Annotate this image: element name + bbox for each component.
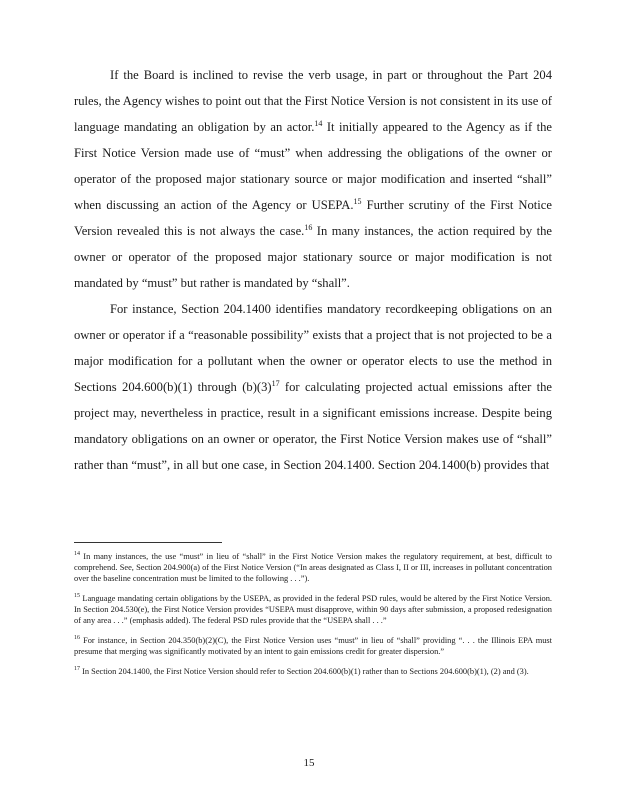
footnote-16 bbox=[74, 635, 552, 657]
footnote-text: In Section 204.1400, the First Notice Version should refer to Section 204.600(b)(1) rather than to Sections 204.600(b)(1), (2) and (3). bbox=[80, 667, 529, 676]
text-run: Further scrutiny of the First Notice Version revealed this is not always the case. bbox=[74, 198, 552, 238]
footnote-ref[interactable]: 17 bbox=[271, 378, 280, 388]
footnotes bbox=[74, 551, 552, 686]
text-run: for calculating projected actual emissions after the project may, nevertheless in practice, result in a significant emissions increase. Despite being mandatory obligations on an owner or operator, the First Notice Version makes use of “shall” rather than “must”, in all but one case, in Section 204.1400. Section 204.1400(b) provides that bbox=[74, 380, 552, 472]
body-text bbox=[74, 62, 552, 478]
footnote-ref[interactable]: 15 bbox=[353, 196, 362, 206]
text-run: It initially appeared to the Agency as if the First Notice Version made use of “must” when addressing the obligations of the owner or operator of the proposed major stationary source or major modification and inserted “shall” when discussing an action of the Agency or USEPA. bbox=[74, 120, 552, 212]
text-run: In many instances, the action required by the owner or operator of the proposed major stationary source or major modification is not mandated by “must” but rather is mandated by “shall”. bbox=[74, 224, 553, 290]
paragraph-text bbox=[74, 296, 552, 478]
footnote-number: 16 bbox=[74, 635, 80, 642]
footnote-divider bbox=[74, 542, 222, 543]
paragraph-text bbox=[74, 62, 552, 296]
footnote-number: 15 bbox=[74, 593, 80, 600]
footnote-text: In many instances, the use “must” in lieu of “shall” in the First Notice Version makes the regulatory requirement, at best, difficult to comprehend. See, Section 204.900(a) of the First Notice Version (“In areas designated as Class I, II or III, increases in pollutant concentration over the baseline concentration must be limited to the following . . .”). bbox=[74, 552, 552, 583]
footnote-15 bbox=[74, 593, 552, 626]
text-run: If the Board is inclined to revise the verb usage, in part or throughout the Part 204 rules, the Agency wishes to point out that the First Notice Version is not consistent in its use of language mandating an obligation by an actor. bbox=[74, 68, 552, 134]
footnote-17 bbox=[74, 666, 552, 677]
footnote-ref[interactable]: 14 bbox=[314, 118, 323, 128]
paragraph-2 bbox=[74, 296, 552, 478]
paragraph-1 bbox=[74, 62, 552, 296]
footnote-ref[interactable]: 16 bbox=[304, 222, 313, 232]
page-number: 15 bbox=[303, 757, 315, 769]
footnote-14 bbox=[74, 551, 552, 584]
footnote-number: 14 bbox=[74, 551, 80, 558]
footnote-number: 17 bbox=[74, 666, 80, 673]
text-run: For instance, Section 204.1400 identifies mandatory recordkeeping obligations on an owner or operator if a “reasonable possibility” exists that a project that is not projected to be a major modification for a pollutant when the owner or operator elects to use the method in Sections 204.600(b)(1) through (b)(3) bbox=[74, 302, 552, 394]
footnote-text: Language mandating certain obligations by the USEPA, as provided in the federal PSD rules, would be altered by the First Notice Version. In Section 204.530(e), the First Notice Version provides “USEPA must disapprove, within 90 days after submission, a proposed redesignation of any area . . .” (emphasis added). The federal PSD rules provide that the “USEPA shall . . .” bbox=[74, 594, 552, 625]
footnote-text: For instance, in Section 204.350(b)(2)(C), the First Notice Version uses “must” in lieu of “shall” providing “. . . the Illinois EPA must presume that merging was significantly motivated by an intent to gain emissions credit for greater dispersion.” bbox=[74, 636, 552, 656]
